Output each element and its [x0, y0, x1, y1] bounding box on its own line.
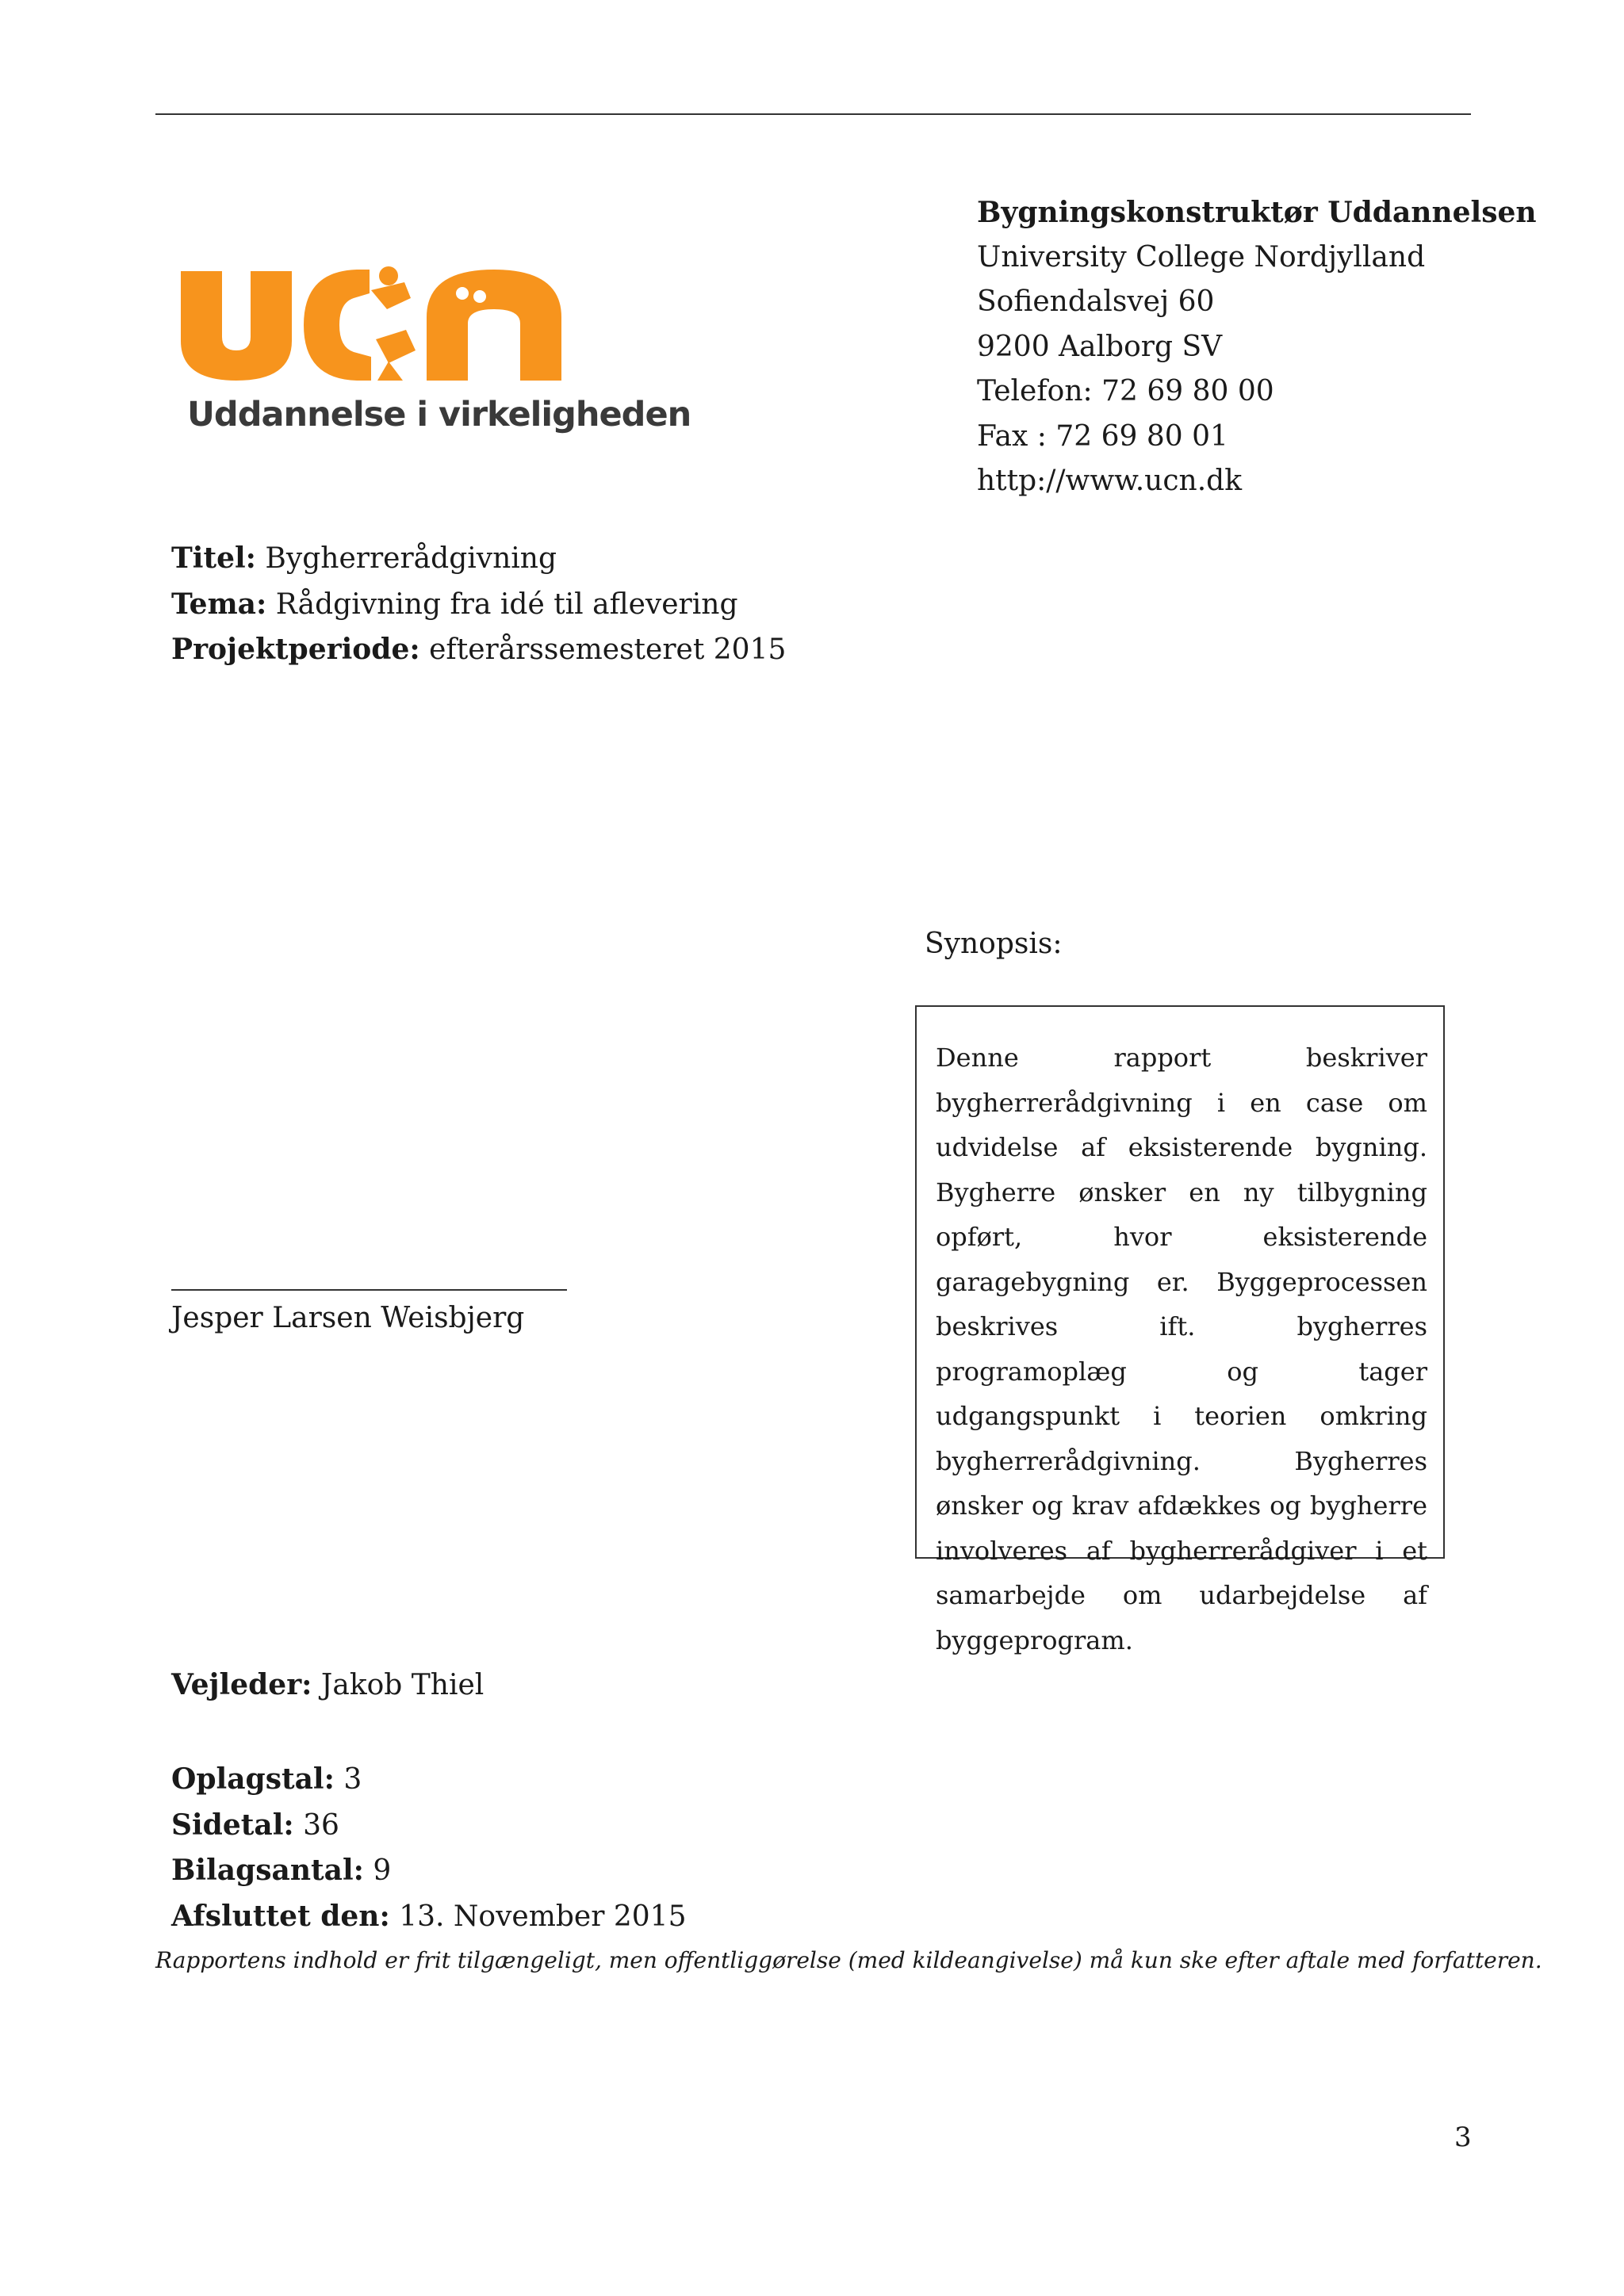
project-meta: [171, 536, 786, 673]
copies-line: [171, 1757, 687, 1803]
ucn-logo: [181, 262, 691, 441]
pages-line: [171, 1803, 687, 1849]
pages-label: Sidetal:: [171, 1808, 294, 1842]
project-period-label: Projektperiode:: [171, 633, 420, 666]
synopsis-box: [915, 1005, 1445, 1655]
completed-line: [171, 1894, 687, 1940]
report-stats: [171, 1757, 687, 1939]
project-title: Bygherrerådgivning: [265, 542, 557, 575]
project-theme-line: [171, 582, 786, 628]
copies-value: 3: [343, 1763, 362, 1796]
institution-fax: Fax : 72 69 80 01: [977, 419, 1228, 453]
completed-value: 13. November 2015: [399, 1900, 687, 1933]
ucn-logo-mark: [181, 262, 625, 388]
institution-url[interactable]: http://www.ucn.dk: [977, 465, 1243, 497]
institution-street: Sofiendalsvej 60: [977, 285, 1215, 318]
logo-tagline: Uddannelse i virkeligheden: [187, 395, 691, 434]
institution-name: Bygningskonstruktør Uddannelsen: [977, 196, 1537, 229]
synopsis-text: Denne rapport beskriver bygherrerådgivning i en case om udvidelse af eksisterende bygning. Bygherre ønsker en ny tilbygning opført, hvor eksisterende garagebygning er. Byggeprocessen beskrives ift. bygherres programoplæg og tager udgangspunkt i teorien omkring bygherrerådgivning. Bygherres ønsker og krav afdækkes og bygherre involveres af bygherrerådgiver i et samarbejde om udarbejdelse af byggeprogram.: [936, 1043, 1427, 1655]
copies-label: Oplagstal:: [171, 1762, 335, 1796]
project-period: efterårssemesteret 2015: [429, 633, 787, 666]
institution-block: [977, 190, 1537, 504]
supervisor-line: [171, 1668, 484, 1701]
project-period-line: [171, 627, 786, 673]
institution-city: 9200 Aalborg SV: [977, 330, 1223, 363]
institution-college: University College Nordjylland: [977, 240, 1426, 274]
disclaimer: Rapportens indhold er frit tilgængeligt, men offentliggørelse (med kildeangivelse) må kun ske efter aftale med forfatteren.: [155, 1947, 1542, 1973]
institution-phone: Telefon: 72 69 80 00: [977, 375, 1274, 408]
supervisor-name: Jakob Thiel: [320, 1669, 485, 1701]
project-title-label: Titel:: [171, 541, 256, 575]
author-name: Jesper Larsen Weisbjerg: [171, 1302, 525, 1334]
appendices-label: Bilagsantal:: [171, 1854, 364, 1887]
appendices-line: [171, 1848, 687, 1894]
synopsis-label: Synopsis:: [925, 928, 1063, 960]
completed-label: Afsluttet den:: [171, 1899, 390, 1933]
pages-value: 36: [303, 1808, 339, 1842]
top-rule: [155, 113, 1471, 115]
signature-line: [171, 1289, 567, 1291]
page-number: 3: [1454, 2122, 1472, 2153]
project-theme-label: Tema:: [171, 587, 267, 621]
project-title-line: [171, 536, 786, 582]
project-theme: Rådgivning fra idé til aflevering: [275, 587, 738, 621]
supervisor-label: Vejleder:: [171, 1668, 312, 1701]
appendices-value: 9: [373, 1854, 392, 1887]
